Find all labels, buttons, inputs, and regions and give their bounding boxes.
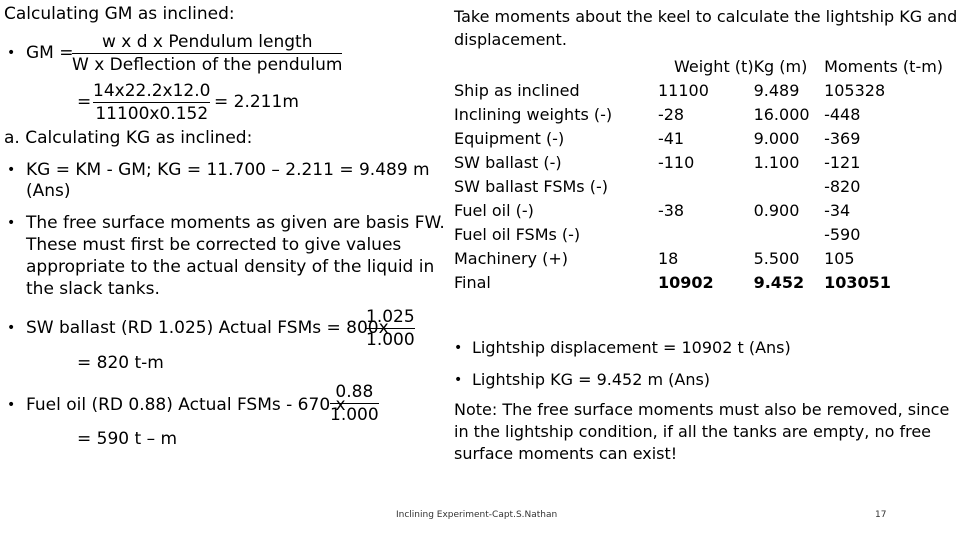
result-kg: Lightship KG = 9.452 m (Ans) [472, 370, 711, 389]
footer-credit: Inclining Experiment-Capt.S.Nathan [396, 510, 558, 520]
note-line-1: Note: The free surface moments must also be removed, since [454, 400, 950, 419]
gm-values-equals: = [77, 92, 92, 112]
page-number: 17 [875, 510, 887, 520]
table-cell: -121 [824, 152, 861, 172]
table-cell: 11100 [657, 80, 709, 100]
table-row [454, 222, 960, 246]
bullet-icon: • [7, 45, 16, 61]
fs-line-4: the slack tanks. [26, 279, 160, 299]
table-cell: -110 [657, 152, 695, 172]
table-cell: SW ballast (-) [454, 152, 562, 172]
table-row [454, 198, 960, 222]
table-cell [658, 222, 754, 246]
table-cell: -448 [824, 104, 861, 124]
table-cell [658, 174, 754, 198]
header-cell [454, 54, 658, 78]
table-cell: Inclining weights (-) [454, 104, 613, 124]
table-cell: Final [454, 272, 491, 292]
fo-fraction-numerator: 0.88 [335, 382, 374, 402]
fs-line-3: appropriate to the actual density of the liquid in [26, 257, 435, 277]
note-line-2: in the lightship condition, if all the tanks are empty, no free [454, 422, 932, 441]
gm-values-numerator: 14x22.2x12.0 [93, 81, 211, 101]
sw-fraction-denominator: 1.000 [366, 330, 415, 350]
header-cell: Weight (t) [673, 56, 754, 76]
table-cell: 18 [657, 248, 679, 268]
gm-result: = 2.211m [214, 92, 299, 112]
kg-line-2: (Ans) [26, 181, 71, 201]
table-cell: -820 [824, 176, 861, 196]
bullet-icon: • [7, 162, 16, 178]
table-cell: -590 [824, 224, 861, 244]
table-cell: Fuel oil (-) [454, 200, 534, 220]
table-row [454, 150, 960, 174]
table-cell: 10902 [657, 272, 714, 292]
bullet-icon: • [454, 372, 463, 388]
kg-heading: a. Calculating KG as inclined: [4, 128, 253, 148]
table-cell: Machinery (+) [454, 248, 568, 268]
fs-line-1: The free surface moments as given are basis FW. [26, 213, 445, 233]
table-row [454, 102, 960, 126]
bullet-icon: • [454, 340, 463, 356]
table-cell: -41 [657, 128, 685, 148]
sw-fraction-numerator: 1.025 [366, 307, 415, 327]
sw-ballast-label: SW ballast (RD 1.025) Actual FSMs = 800x [26, 318, 389, 338]
table-cell: 9.452 [753, 272, 805, 292]
table-cell: 105328 [824, 80, 886, 100]
table-cell: 105 [824, 248, 855, 268]
table-cell: 103051 [824, 272, 891, 292]
table-cell [754, 222, 825, 246]
table-cell: Fuel oil FSMs (-) [454, 224, 581, 244]
header-cell: Moments (t-m) [824, 56, 944, 76]
intro-line-1: Take moments about the keel to calculate the lightship KG and [454, 7, 958, 26]
table-row [454, 126, 960, 150]
fs-line-2: These must first be corrected to give values [26, 235, 402, 255]
table-cell [754, 174, 825, 198]
table-cell: 9.000 [753, 128, 800, 148]
table-row [454, 174, 960, 198]
table-cell: 9.489 [753, 80, 800, 100]
table-header-row [454, 54, 960, 78]
table-cell: Equipment (-) [454, 128, 565, 148]
moments-table [454, 54, 960, 294]
gm-formula-fraction [72, 31, 342, 76]
kg-line-1: KG = KM - GM; KG = 11.700 – 2.211 = 9.489 m [26, 160, 430, 180]
bullet-icon: • [7, 320, 16, 336]
bullet-icon: • [7, 215, 16, 231]
header-cell: Kg (m) [753, 56, 808, 76]
table-cell: Ship as inclined [454, 80, 580, 100]
table-cell: SW ballast FSMs (-) [454, 176, 608, 196]
sw-ballast-fraction [366, 306, 415, 351]
gm-formula-numerator: w x d x Pendulum length [101, 32, 313, 52]
table-cell: -38 [657, 200, 685, 220]
fuel-oil-result: = 590 t – m [77, 429, 178, 449]
table-cell: 5.500 [753, 248, 800, 268]
table-row-final [454, 270, 960, 294]
table-row [454, 78, 960, 102]
gm-formula-denominator: W x Deflection of the pendulum [72, 55, 343, 75]
table-cell: 0.900 [753, 200, 800, 220]
table-cell: -369 [824, 128, 861, 148]
bullet-icon: • [7, 397, 16, 413]
table-cell: -28 [657, 104, 685, 124]
fuel-oil-fraction [330, 381, 379, 426]
gm-heading: Calculating GM as inclined: [4, 4, 235, 24]
intro-line-2: displacement. [454, 30, 567, 49]
gm-values-fraction [93, 80, 210, 125]
table-cell: -34 [824, 200, 851, 220]
table-cell: 1.100 [753, 152, 800, 172]
fuel-oil-label: Fuel oil (RD 0.88) Actual FSMs - 670 x [26, 395, 346, 415]
sw-ballast-result: = 820 t-m [77, 353, 164, 373]
gm-label: GM = [26, 43, 74, 63]
note-line-3: surface moments can exist! [454, 444, 678, 463]
table-row [454, 246, 960, 270]
result-displacement: Lightship displacement = 10902 t (Ans) [472, 338, 791, 357]
table-cell: 16.000 [753, 104, 810, 124]
gm-values-denominator: 11100x0.152 [95, 104, 209, 124]
fo-fraction-denominator: 1.000 [330, 405, 379, 425]
